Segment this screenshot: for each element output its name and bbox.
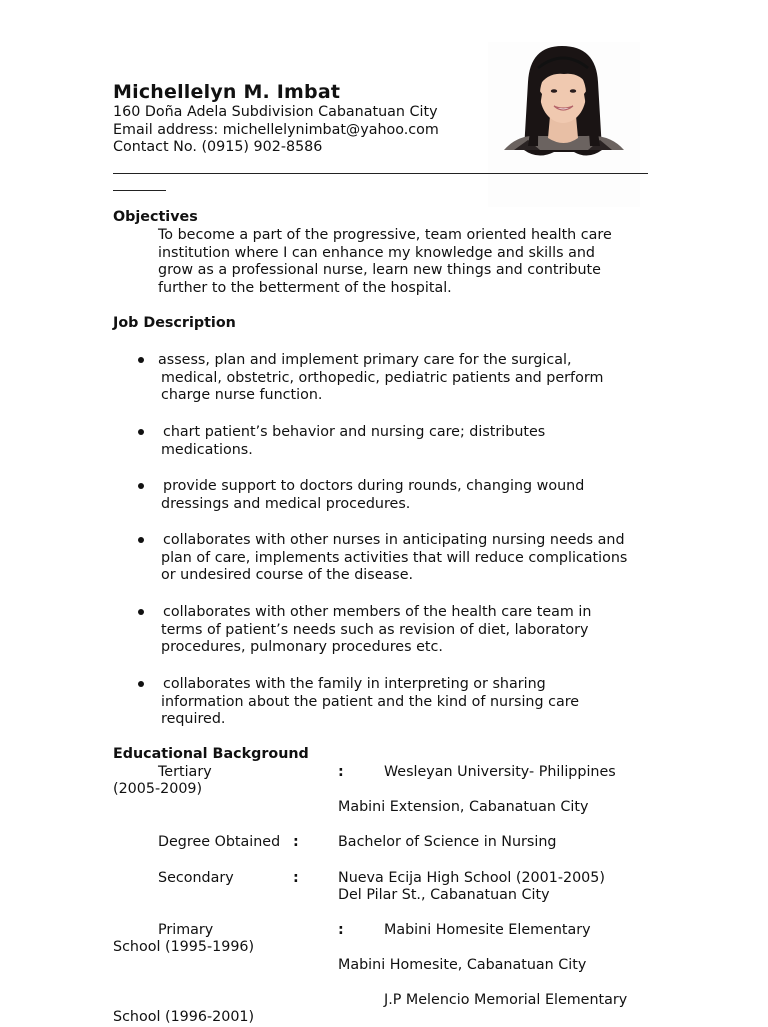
tertiary-address: Mabini Extension, Cabanatuan City	[338, 799, 589, 815]
job-item-line: required.	[161, 711, 226, 727]
job-item-line: dressings and medical procedures.	[161, 496, 411, 512]
job-item-line: collaborates with the family in interpreting or sharing	[163, 676, 546, 692]
address-line: 160 Doña Adela Subdivision Cabanatuan City	[113, 104, 438, 120]
tertiary-colon: :	[338, 764, 344, 780]
job-item-line: medical, obstetric, orthopedic, pediatric patients and perform	[161, 370, 604, 386]
primary-label: Primary	[158, 922, 214, 938]
job-item-line: chart patient’s behavior and nursing care; distributes	[163, 424, 546, 440]
job-item-line: medications.	[161, 442, 253, 458]
primary2-school: J.P Melencio Memorial Elementary	[384, 992, 628, 1008]
secondary-label: Secondary	[158, 870, 234, 886]
degree-colon: :	[293, 834, 299, 850]
tertiary-years: (2005-2009)	[113, 781, 203, 797]
bullet-icon	[138, 483, 144, 489]
job-item-line: terms of patient’s needs such as revision of diet, laboratory	[161, 622, 589, 638]
job-item-line: information about the patient and the kind of nursing care	[161, 694, 580, 710]
objectives-line: grow as a professional nurse, learn new things and contribute	[158, 262, 601, 278]
job-item-line: assess, plan and implement primary care for the surgical,	[158, 352, 572, 368]
tertiary-label: Tertiary	[158, 764, 212, 780]
job-item-line: collaborates with other members of the health care team in	[163, 604, 592, 620]
primary-years: School (1995-1996)	[113, 939, 255, 955]
job-item-line: provide support to doctors during rounds, changing wound	[163, 478, 585, 494]
contact-line: Contact No. (0915) 902-8586	[113, 139, 323, 155]
primary-school: Mabini Homesite Elementary	[384, 922, 591, 938]
secondary-address: Del Pilar St., Cabanatuan City	[338, 887, 550, 903]
bullet-icon	[138, 537, 144, 543]
degree-value: Bachelor of Science in Nursing	[338, 834, 557, 850]
secondary-school: Nueva Ecija High School (2001-2005)	[338, 870, 605, 886]
applicant-photo	[488, 42, 640, 207]
education-heading: Educational Background	[113, 746, 309, 762]
bullet-icon	[138, 429, 144, 435]
degree-label: Degree Obtained	[158, 834, 281, 850]
objectives-line: institution where I can enhance my knowledge and skills and	[158, 245, 595, 261]
primary-colon: :	[338, 922, 344, 938]
bullet-icon	[138, 357, 144, 363]
job-item-line: charge nurse function.	[161, 387, 323, 403]
primary2-years: School (1996-2001)	[113, 1009, 255, 1025]
objectives-heading: Objectives	[113, 209, 198, 225]
bullet-icon	[138, 681, 144, 687]
header-divider-tail	[113, 190, 166, 191]
objectives-line: further to the betterment of the hospital.	[158, 280, 452, 296]
tertiary-school: Wesleyan University- Philippines	[384, 764, 616, 780]
job-item-line: collaborates with other nurses in anticipating nursing needs and	[163, 532, 625, 548]
job-item-line: plan of care, implements activities that will reduce complications	[161, 550, 628, 566]
email-line: Email address: michellelynimbat@yahoo.com	[113, 122, 439, 138]
job-item-line: or undesired course of the disease.	[161, 567, 414, 583]
job-item-line: procedures, pulmonary procedures etc.	[161, 639, 443, 655]
portrait-image	[488, 42, 640, 207]
objectives-line: To become a part of the progressive, team oriented health care	[158, 227, 612, 243]
secondary-colon: :	[293, 870, 299, 886]
applicant-name: Michellelyn M. Imbat	[113, 81, 341, 103]
job-description-heading: Job Description	[113, 315, 236, 331]
bullet-icon	[138, 609, 144, 615]
primary-address: Mabini Homesite, Cabanatuan City	[338, 957, 587, 973]
header-divider	[113, 173, 648, 174]
